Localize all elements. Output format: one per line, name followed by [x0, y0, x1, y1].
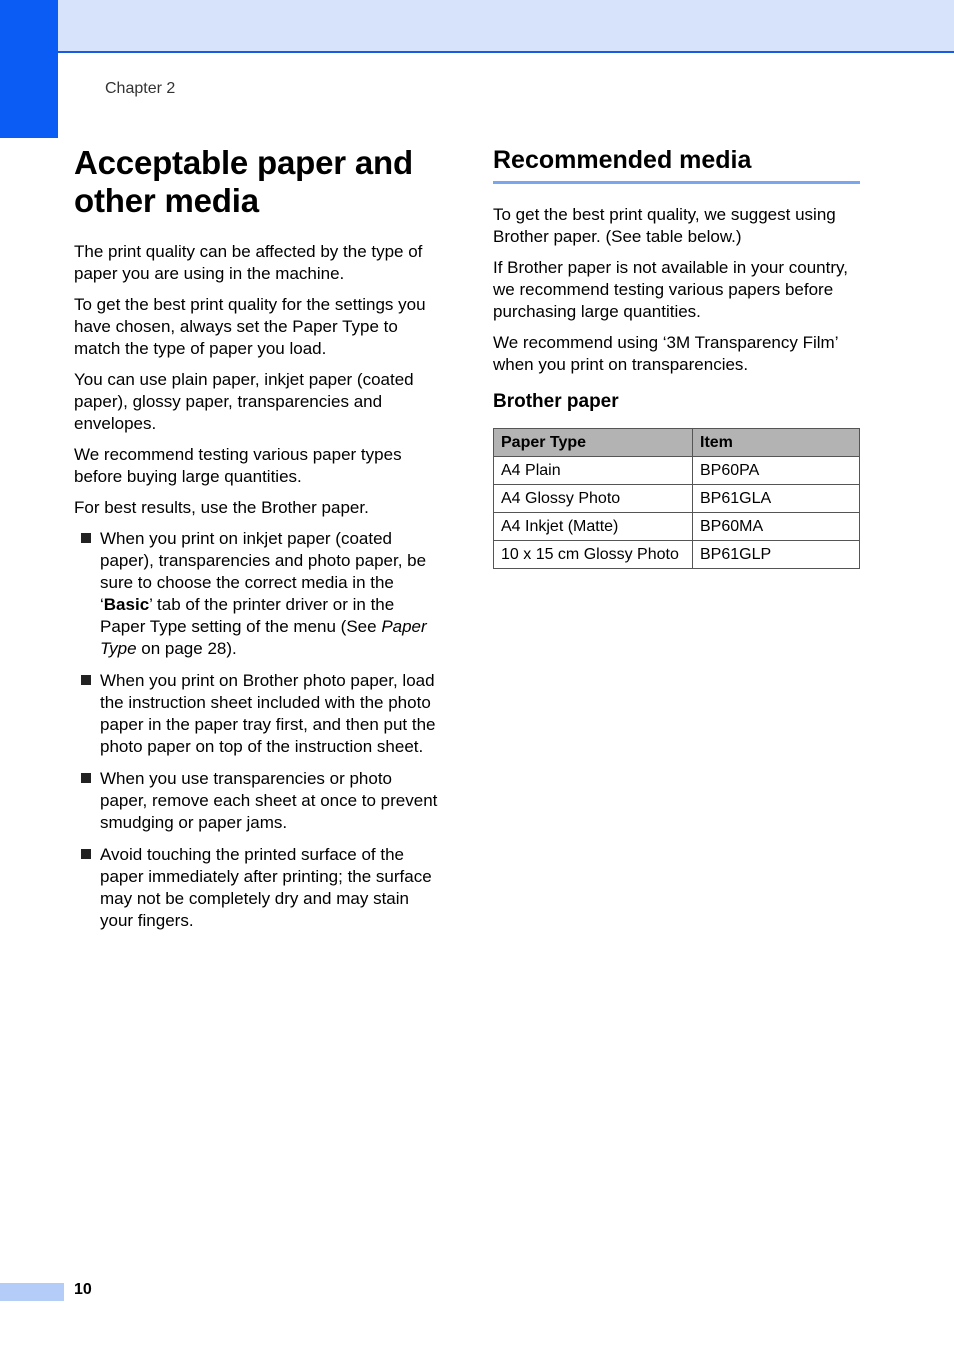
chapter-tab — [0, 0, 58, 138]
subsection-title: Brother paper — [493, 391, 619, 412]
section-title: Recommended media — [493, 144, 860, 184]
bullet-text: When you use transparencies or photo paper, remove each sheet at once to prevent smudging or paper jams. — [100, 769, 438, 832]
table-cell: BP60MA — [693, 513, 860, 541]
paragraph: We recommend using ‘3M Transparency Film’ when you print on transparencies. — [493, 333, 838, 374]
bullet-square-icon — [81, 533, 91, 543]
bullet-text: Avoid touching the printed surface of the paper immediately after printing; the surface may not be completely dry and may stain your fingers. — [100, 845, 432, 930]
table-cell: BP61GLA — [693, 485, 860, 513]
bullet-list — [74, 528, 440, 932]
paragraph: If Brother paper is not available in your country, we recommend testing various papers before purchasing large quantities. — [493, 258, 848, 321]
table-header-row — [494, 429, 860, 457]
table-row — [494, 485, 860, 513]
table-cell: 10 x 15 cm Glossy Photo — [494, 541, 693, 569]
section-title: Acceptable paper and other media — [74, 144, 413, 219]
table-row — [494, 541, 860, 569]
table-cell: A4 Glossy Photo — [494, 485, 693, 513]
table-cell: A4 Plain — [494, 457, 693, 485]
bullet-bold-text: Basic — [103, 595, 150, 614]
bullet-text: ’ tab of the printer driver or in the Paper Type setting of the menu (See — [100, 595, 395, 636]
left-column — [74, 144, 440, 942]
bullet-item — [74, 768, 440, 834]
column-header: Paper Type — [494, 429, 693, 457]
bullet-text: on page 28). — [136, 639, 237, 658]
bullet-text: When you print on Brother photo paper, load the instruction sheet included with the photo paper in the paper tray first, and then put the photo paper on top of the instruction sheet. — [100, 671, 436, 756]
paragraph: For best results, use the Brother paper. — [74, 498, 369, 517]
cross-reference-link[interactable]: Paper Type — [100, 617, 427, 658]
chapter-label: Chapter 2 — [105, 80, 176, 97]
bullet-square-icon — [81, 773, 91, 783]
table-row — [494, 457, 860, 485]
table-cell: BP60PA — [693, 457, 860, 485]
brother-paper-table — [493, 428, 860, 569]
column-header: Item — [693, 429, 860, 457]
paragraph: The print quality can be affected by the type of paper you are using in the machine. — [74, 242, 423, 283]
bullet-item — [74, 844, 440, 932]
right-column — [493, 144, 860, 569]
paragraph: To get the best print quality, we suggest using Brother paper. (See table below.) — [493, 205, 836, 246]
paragraph: You can use plain paper, inkjet paper (coated paper), glossy paper, transparencies and envelopes. — [74, 370, 414, 433]
table-row — [494, 513, 860, 541]
page-number-tab — [0, 1283, 64, 1301]
paragraph: We recommend testing various paper types before buying large quantities. — [74, 445, 402, 486]
table-cell: A4 Inkjet (Matte) — [494, 513, 693, 541]
bullet-square-icon — [81, 849, 91, 859]
bullet-item — [74, 528, 440, 660]
paragraph: To get the best print quality for the settings you have chosen, always set the Paper Type to match the type of paper you load. — [74, 295, 426, 358]
page-number: 10 — [74, 1281, 92, 1298]
table-cell: BP61GLP — [693, 541, 860, 569]
bullet-item — [74, 670, 440, 758]
bullet-square-icon — [81, 675, 91, 685]
header-band — [58, 0, 954, 53]
bullet-text: When you print on inkjet paper (coated paper), transparencies and photo paper, be sure to choose the correct media in the ‘ — [100, 529, 427, 614]
